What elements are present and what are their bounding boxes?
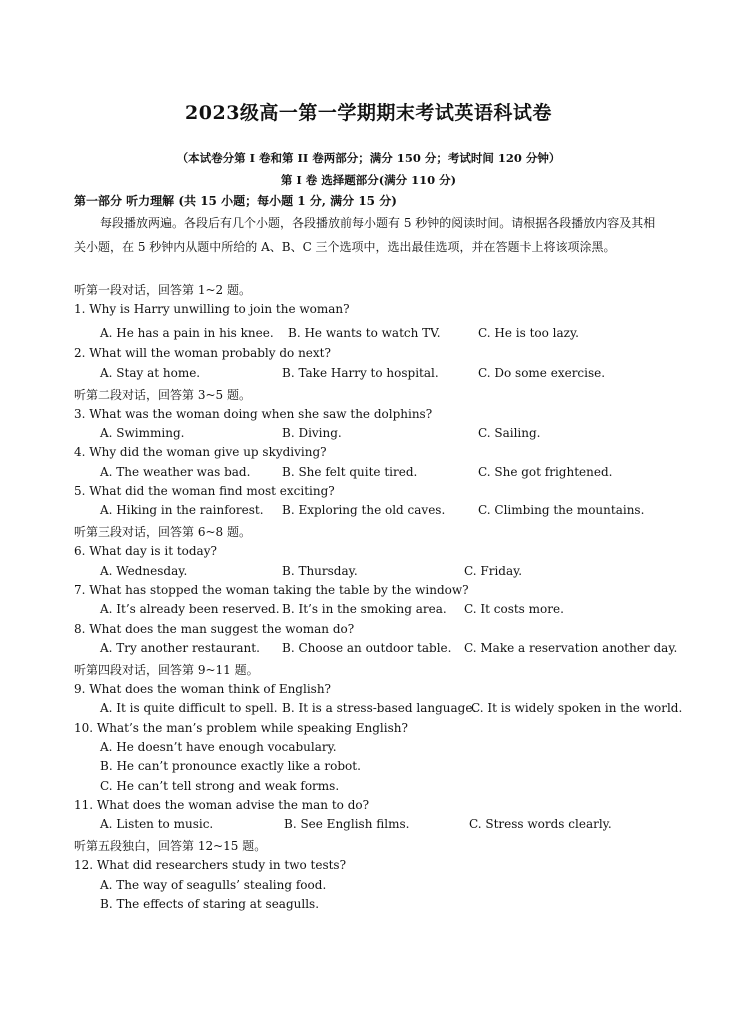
q10-option-c: C. He can’t tell strong and weak forms.: [100, 779, 340, 793]
q9-option-a: A. It is quite difficult to spell.: [100, 701, 278, 715]
question-6: 6. What day is it today?: [74, 544, 217, 558]
question-3: 3. What was the woman doing when she saw the dolphins?: [74, 407, 433, 421]
exam-title: 2023级高一第一学期期末考试英语科试卷: [185, 102, 552, 124]
q11-option-a: A. Listen to music.: [100, 817, 214, 831]
volume-heading: 第 I 卷 选择题部分(满分 110 分): [280, 173, 457, 187]
q3-option-a: A. Swimming.: [100, 426, 185, 440]
question-11: 11. What does the woman advise the man to do?: [74, 798, 370, 812]
q8-option-b: B. Choose an outdoor table.: [282, 641, 452, 655]
q3-option-b: B. Diving.: [282, 426, 342, 440]
q8-option-a: A. Try another restaurant.: [100, 641, 260, 655]
q2-option-c: C. Do some exercise.: [478, 366, 606, 380]
q6-option-a: A. Wednesday.: [100, 564, 188, 578]
q7-option-b: B. It’s in the smoking area.: [282, 602, 447, 616]
section-heading-3: 听第三段对话，回答第 6~8 题。: [74, 525, 251, 539]
q5-option-b: B. Exploring the old caves.: [282, 503, 446, 517]
part-heading: 第一部分 听力理解 (共 15 小题；每小题 1 分, 满分 15 分): [74, 194, 397, 208]
section-heading-4: 听第四段对话，回答第 9~11 题。: [74, 663, 259, 677]
exam-note: （本试卷分第 I 卷和第 II 卷两部分；满分 150 分；考试时间 120 分钟）: [176, 151, 561, 165]
q4-option-a: A. The weather was bad.: [100, 465, 251, 479]
q1-option-b: B. He wants to watch TV.: [288, 326, 441, 340]
q2-option-b: B. Take Harry to hospital.: [282, 366, 439, 380]
q5-option-c: C. Climbing the mountains.: [478, 503, 645, 517]
q9-option-c: C. It is widely spoken in the world.: [471, 701, 683, 715]
q11-option-b: B. See English films.: [284, 817, 410, 831]
question-10: 10. What’s the man’s problem while speaking English?: [74, 721, 408, 735]
q1-option-a: A. He has a pain in his knee.: [100, 326, 274, 340]
q2-option-a: A. Stay at home.: [100, 366, 201, 380]
q6-option-c: C. Friday.: [464, 564, 523, 578]
question-7: 7. What has stopped the woman taking the table by the window?: [74, 583, 469, 597]
question-5: 5. What did the woman find most exciting?: [74, 484, 335, 498]
q10-option-b: B. He can’t pronounce exactly like a robot.: [100, 759, 361, 773]
q9-option-b: B. It is a stress-based language.: [282, 701, 477, 715]
section-heading-5: 听第五段独白，回答第 12~15 题。: [74, 839, 267, 853]
q7-option-c: C. It costs more.: [464, 602, 564, 616]
section-heading-2: 听第二段对话，回答第 3~5 题。: [74, 388, 251, 402]
q4-option-b: B. She felt quite tired.: [282, 465, 418, 479]
q5-option-a: A. Hiking in the rainforest.: [100, 503, 264, 517]
q10-option-a: A. He doesn’t have enough vocabulary.: [100, 740, 337, 754]
question-2: 2. What will the woman probably do next?: [74, 346, 331, 360]
q12-option-b: B. The effects of staring at seagulls.: [100, 897, 320, 911]
instructions: 每段播放两遍。各段后有几个小题，各段播放前每小题有 5 秒钟的阅读时间。请根据各段播放内容及其相关小题，在 5 秒钟内从题中所给的 A、B、C 三个选项中，选出最佳选项，并在答题卡上将该项涂黑。: [74, 216, 656, 254]
question-1: 1. Why is Harry unwilling to join the woman?: [74, 302, 350, 316]
q4-option-c: C. She got frightened.: [478, 465, 613, 479]
section-heading-1: 听第一段对话，回答第 1~2 题。: [74, 283, 251, 297]
q11-option-c: C. Stress words clearly.: [469, 817, 612, 831]
q3-option-c: C. Sailing.: [478, 426, 541, 440]
question-4: 4. Why did the woman give up skydiving?: [74, 445, 327, 459]
question-8: 8. What does the man suggest the woman do?: [74, 622, 355, 636]
question-12: 12. What did researchers study in two tests?: [74, 858, 347, 872]
q1-option-c: C. He is too lazy.: [478, 326, 579, 340]
q12-option-a: A. The way of seagulls’ stealing food.: [100, 878, 327, 892]
q8-option-c: C. Make a reservation another day.: [464, 641, 678, 655]
q7-option-a: A. It’s already been reserved.: [100, 602, 280, 616]
q6-option-b: B. Thursday.: [282, 564, 358, 578]
question-9: 9. What does the woman think of English?: [74, 682, 331, 696]
